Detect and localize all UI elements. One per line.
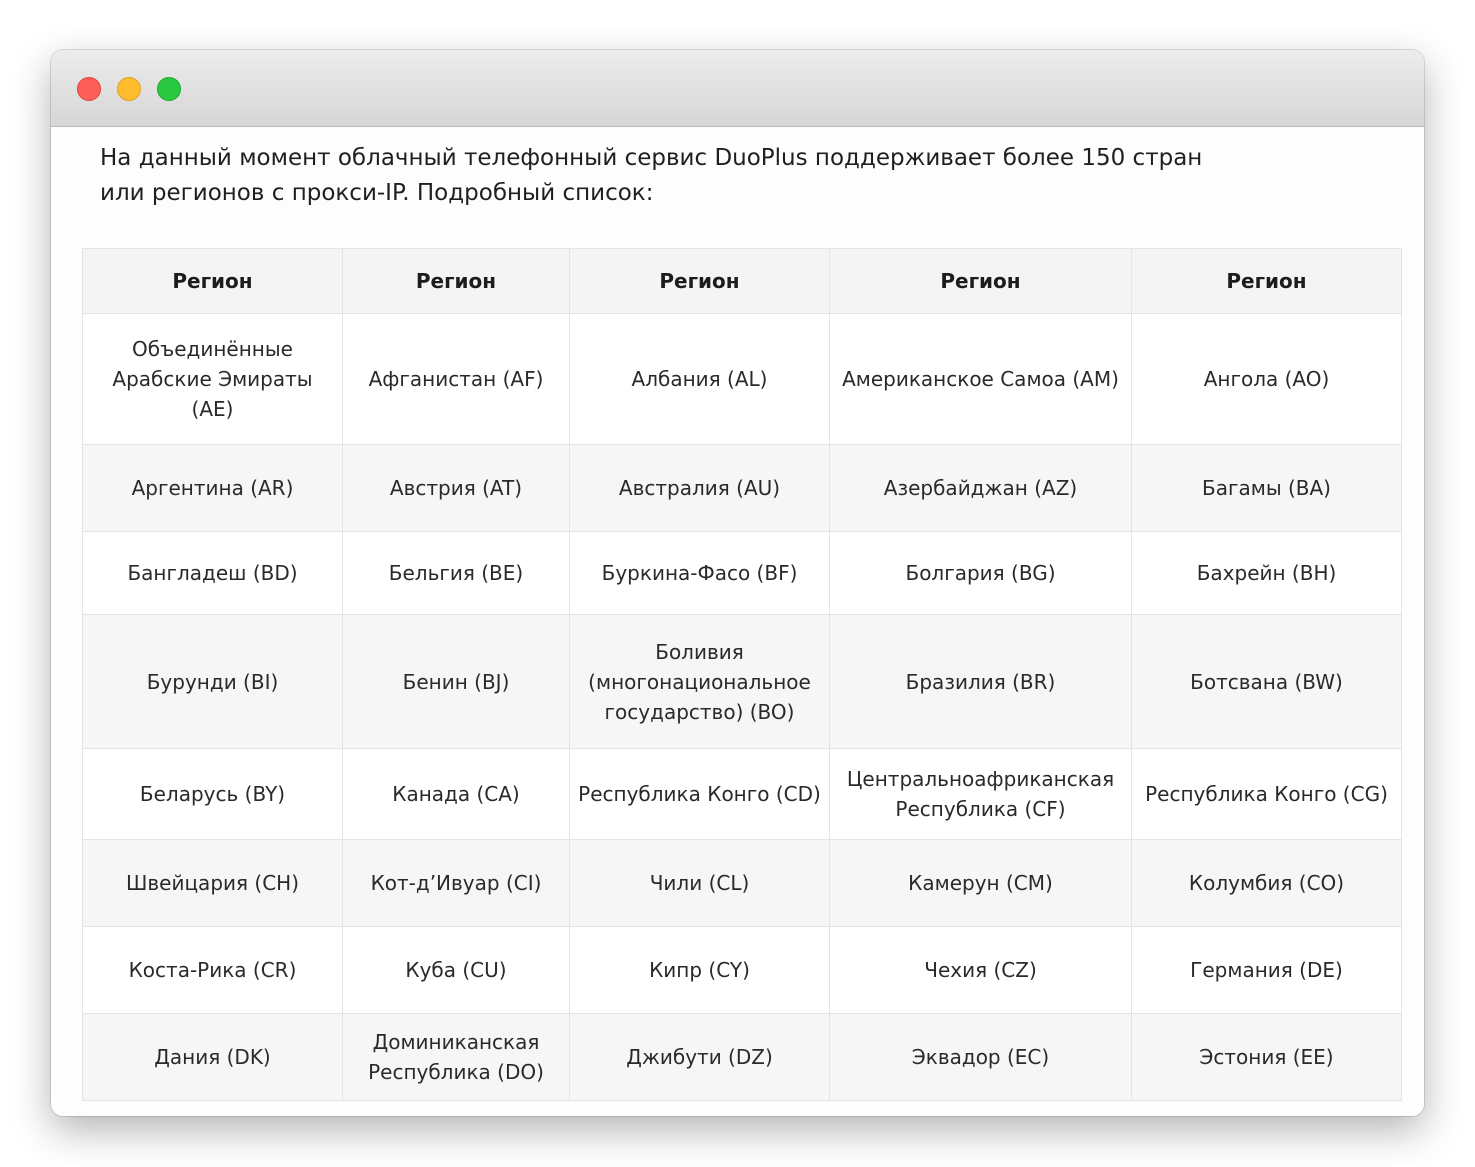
table-cell: Беларусь (BY) xyxy=(83,749,343,840)
table-cell: Республика Конго (CD) xyxy=(570,749,830,840)
table-row xyxy=(83,615,1402,749)
table-cell: Бразилия (BR) xyxy=(830,615,1132,749)
table-cell: Эстония (EE) xyxy=(1132,1014,1402,1101)
table-cell: Колумбия (CO) xyxy=(1132,840,1402,927)
table-cell: Американское Самоа (AM) xyxy=(830,314,1132,445)
close-window-button[interactable] xyxy=(77,77,101,101)
table-cell: Германия (DE) xyxy=(1132,927,1402,1014)
table-cell: Эквадор (EC) xyxy=(830,1014,1132,1101)
minimize-window-button[interactable] xyxy=(117,77,141,101)
table-cell: Багамы (BA) xyxy=(1132,445,1402,532)
table-header-row xyxy=(83,249,1402,314)
column-header: Регион xyxy=(83,249,343,314)
table-cell: Бельгия (BE) xyxy=(343,532,570,615)
table-cell: Болгария (BG) xyxy=(830,532,1132,615)
table-cell: Кот-д’Ивуар (CI) xyxy=(343,840,570,927)
table-row xyxy=(83,314,1402,445)
table-cell: Куба (CU) xyxy=(343,927,570,1014)
regions-table xyxy=(82,248,1402,1101)
table-cell: Чехия (CZ) xyxy=(830,927,1132,1014)
column-header: Регион xyxy=(1132,249,1402,314)
table-cell: Бенин (BJ) xyxy=(343,615,570,749)
table-cell: Джибути (DZ) xyxy=(570,1014,830,1101)
table-cell: Канада (CA) xyxy=(343,749,570,840)
table-row xyxy=(83,840,1402,927)
table-cell: Бангладеш (BD) xyxy=(83,532,343,615)
table-cell: Албания (AL) xyxy=(570,314,830,445)
table-cell: Республика Конго (CG) xyxy=(1132,749,1402,840)
table-cell: Австрия (AT) xyxy=(343,445,570,532)
table-cell: Буркина-Фасо (BF) xyxy=(570,532,830,615)
table-cell: Чили (CL) xyxy=(570,840,830,927)
maximize-window-button[interactable] xyxy=(157,77,181,101)
table-cell: Азербайджан (AZ) xyxy=(830,445,1132,532)
app-window xyxy=(51,50,1424,1116)
table-cell: Ангола (AO) xyxy=(1132,314,1402,445)
table-row xyxy=(83,927,1402,1014)
column-header: Регион xyxy=(830,249,1132,314)
table-cell: Ботсвана (BW) xyxy=(1132,615,1402,749)
table-cell: Центральноафриканская Республика (CF) xyxy=(830,749,1132,840)
table-cell: Доминиканская Республика (DO) xyxy=(343,1014,570,1101)
content-area xyxy=(51,127,1424,1116)
table-cell: Афганистан (AF) xyxy=(343,314,570,445)
column-header: Регион xyxy=(343,249,570,314)
table-row xyxy=(83,749,1402,840)
column-header: Регион xyxy=(570,249,830,314)
table-cell: Коста-Рика (CR) xyxy=(83,927,343,1014)
table-cell: Дания (DK) xyxy=(83,1014,343,1101)
table-cell: Аргентина (AR) xyxy=(83,445,343,532)
table-cell: Боливия (многонациональное государство) (BO) xyxy=(570,615,830,749)
table-cell: Бурунди (BI) xyxy=(83,615,343,749)
table-row xyxy=(83,445,1402,532)
table-cell: Камерун (CM) xyxy=(830,840,1132,927)
table-cell: Кипр (CY) xyxy=(570,927,830,1014)
table-cell: Бахрейн (BH) xyxy=(1132,532,1402,615)
table-cell: Объединённые Арабские Эмираты (AE) xyxy=(83,314,343,445)
intro-paragraph: На данный момент облачный телефонный сервис DuoPlus поддерживает более 150 стран или регионов с прокси-IP. Подробный список: xyxy=(100,145,1203,206)
table-row xyxy=(83,532,1402,615)
window-titlebar xyxy=(51,50,1424,127)
table-cell: Швейцария (CH) xyxy=(83,840,343,927)
table-cell: Австралия (AU) xyxy=(570,445,830,532)
table-row xyxy=(83,1014,1402,1101)
